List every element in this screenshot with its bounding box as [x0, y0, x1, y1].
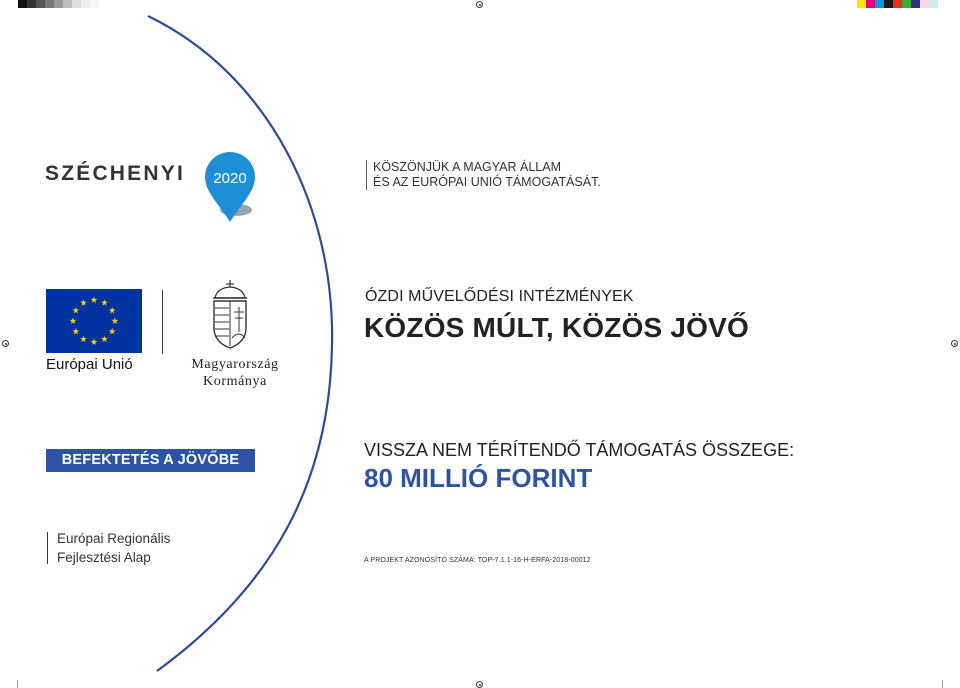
logo-divider: [162, 290, 163, 354]
organization-name: ÓZDI MŰVELŐDÉSI INTÉZMÉNYEK: [365, 288, 634, 305]
eu-stars-icon: [46, 289, 142, 353]
fund-label-line1: Európai Regionális: [57, 531, 171, 546]
eu-star-icon: [109, 307, 116, 314]
eu-star-icon: [80, 336, 87, 343]
eu-star-icon: [101, 336, 108, 343]
thanks-line2: ÉS AZ EURÓPAI UNIÓ TÁMOGATÁSÁT.: [373, 175, 601, 189]
thanks-divider: [366, 160, 367, 190]
eu-star-icon: [109, 328, 116, 335]
project-title: KÖZÖS MÚLT, KÖZÖS JÖVŐ: [364, 312, 750, 343]
eu-star-icon: [72, 328, 79, 335]
eu-star-icon: [72, 307, 79, 314]
eu-star-icon: [80, 299, 87, 306]
eu-star-icon: [101, 299, 108, 306]
grant-label: VISSZA NEM TÉRÍTENDŐ TÁMOGATÁS ÖSSZEGE:: [364, 440, 795, 460]
government-label-line2: Kormánya: [203, 374, 267, 389]
invest-in-future-banner: BEFEKTETÉS A JÖVŐBE: [46, 449, 255, 472]
government-label-line1: Magyarország: [191, 357, 279, 372]
government-label: [175, 356, 295, 390]
eu-star-icon: [112, 317, 119, 324]
eu-label: Európai Unió: [46, 356, 133, 373]
hungarian-crest-icon: [209, 280, 251, 350]
szechenyi-wordmark: SZÉCHENYI: [45, 162, 185, 185]
eu-flag: [46, 289, 142, 353]
fund-label-line2: Fejlesztési Alap: [57, 550, 151, 565]
eu-star-icon: [91, 338, 98, 345]
thanks-line1: KÖSZÖNJÜK A MAGYAR ÁLLAM: [373, 160, 562, 174]
szechenyi-2020-pin-icon: [203, 150, 259, 226]
eu-star-icon: [70, 317, 77, 324]
eu-star-icon: [91, 296, 98, 303]
fund-label: [57, 529, 170, 567]
thanks-text: [373, 160, 601, 190]
fund-divider: [47, 532, 48, 564]
grant-amount: 80 MILLIÓ FORINT: [364, 463, 593, 493]
szechenyi-year: 2020: [213, 170, 247, 187]
project-id: A PROJEKT AZONOSÍTÓ SZÁMA: TOP-7.1.1-16-H-ERFA-2018-00012: [364, 557, 591, 564]
